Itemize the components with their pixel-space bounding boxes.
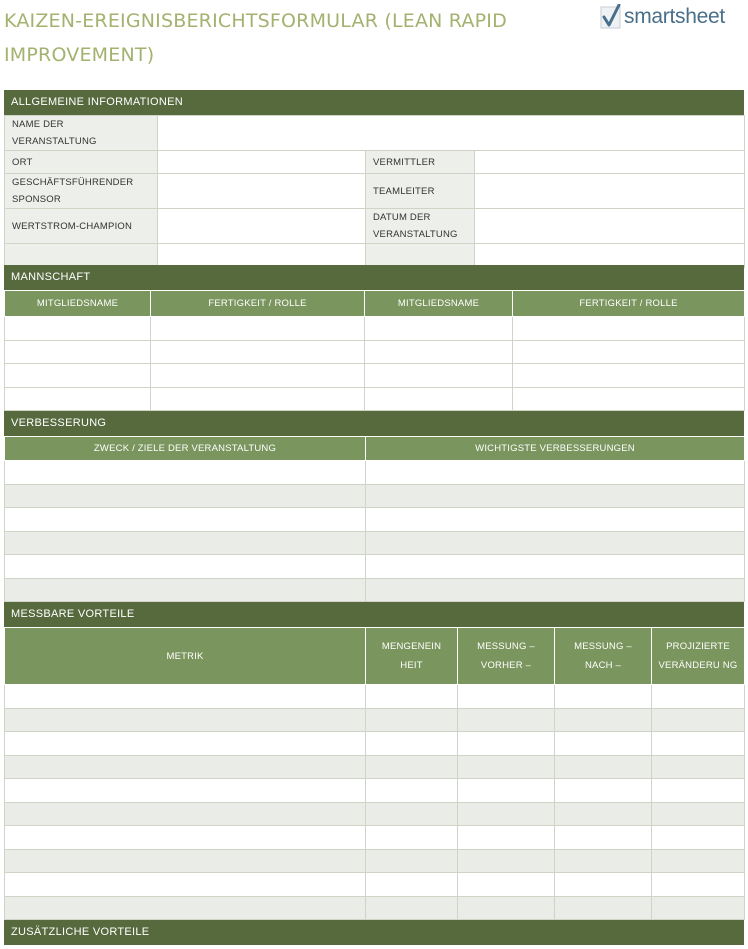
col-after: MESSUNG – NACH – — [555, 628, 652, 685]
benefit-cell[interactable] — [366, 803, 458, 826]
benefit-cell[interactable] — [458, 709, 555, 732]
benefit-cell[interactable] — [458, 732, 555, 756]
team-table — [4, 290, 745, 411]
location-field[interactable] — [158, 151, 366, 174]
improvement-cell[interactable] — [5, 579, 366, 602]
team-cell[interactable] — [513, 341, 745, 364]
benefit-cell[interactable] — [652, 685, 745, 709]
col-skill-role: FERTIGKEIT / ROLLE — [513, 291, 745, 317]
benefit-cell[interactable] — [458, 779, 555, 803]
benefit-cell[interactable] — [5, 850, 366, 873]
label-team-lead: TEAMLEITER — [366, 174, 475, 209]
improvement-cell[interactable] — [366, 461, 745, 485]
section-improvement: VERBESSERUNG — [4, 411, 744, 436]
benefit-cell[interactable] — [366, 873, 458, 897]
improvement-cell[interactable] — [5, 508, 366, 532]
benefit-cell[interactable] — [5, 803, 366, 826]
label-event-name: NAME DER VERANSTALTUNG — [5, 116, 158, 151]
logo-text: smartsheet — [624, 5, 725, 28]
benefit-cell[interactable] — [555, 826, 652, 850]
facilitator-field[interactable] — [475, 151, 745, 174]
label-location: ORT — [5, 151, 158, 174]
benefit-cell[interactable] — [366, 897, 458, 920]
improvement-cell[interactable] — [5, 532, 366, 555]
label-champion: WERTSTROM-CHAMPION — [5, 209, 158, 244]
benefit-cell[interactable] — [366, 756, 458, 779]
team-cell[interactable] — [151, 364, 365, 388]
benefit-cell[interactable] — [5, 873, 366, 897]
extra-field[interactable] — [158, 244, 366, 268]
benefit-cell[interactable] — [458, 803, 555, 826]
benefit-cell[interactable] — [652, 850, 745, 873]
benefit-cell[interactable] — [652, 897, 745, 920]
event-date-field[interactable] — [475, 209, 745, 244]
col-member-name: MITGLIEDSNAME — [365, 291, 513, 317]
team-cell[interactable] — [5, 388, 151, 411]
extra-label-cell[interactable] — [5, 244, 158, 268]
benefit-cell[interactable] — [652, 803, 745, 826]
benefit-cell[interactable] — [555, 685, 652, 709]
col-key-improvements: WICHTIGSTE VERBESSERUNGEN — [366, 437, 745, 461]
team-cell[interactable] — [513, 388, 745, 411]
benefit-cell[interactable] — [652, 709, 745, 732]
benefit-cell[interactable] — [555, 873, 652, 897]
improvement-cell[interactable] — [366, 508, 745, 532]
benefit-cell[interactable] — [555, 897, 652, 920]
label-sponsor: GESCHÄFTSFÜHRENDER SPONSOR — [5, 174, 158, 209]
benefit-cell[interactable] — [458, 897, 555, 920]
benefit-cell[interactable] — [555, 779, 652, 803]
benefit-cell[interactable] — [5, 685, 366, 709]
team-cell[interactable] — [513, 317, 745, 341]
logo — [600, 2, 725, 32]
extra-label-cell[interactable] — [366, 244, 475, 268]
col-before: MESSUNG – VORHER – — [458, 628, 555, 685]
champion-field[interactable] — [158, 209, 366, 244]
team-cell[interactable] — [365, 388, 513, 411]
improvement-table — [4, 436, 745, 602]
improvement-cell[interactable] — [366, 485, 745, 508]
benefit-cell[interactable] — [366, 709, 458, 732]
improvement-cell[interactable] — [366, 555, 745, 579]
benefit-cell[interactable] — [652, 732, 745, 756]
col-metric: METRIK — [5, 628, 366, 685]
extra-field[interactable] — [475, 244, 745, 268]
benefit-cell[interactable] — [458, 685, 555, 709]
benefit-cell[interactable] — [366, 779, 458, 803]
team-cell[interactable] — [5, 341, 151, 364]
improvement-cell[interactable] — [5, 461, 366, 485]
benefit-cell[interactable] — [652, 756, 745, 779]
benefit-cell[interactable] — [652, 779, 745, 803]
col-unit: MENGENEIN HEIT — [366, 628, 458, 685]
benefit-cell[interactable] — [458, 826, 555, 850]
col-skill-role: FERTIGKEIT / ROLLE — [151, 291, 365, 317]
benefit-cell[interactable] — [5, 897, 366, 920]
col-goals: ZWECK / ZIELE DER VERANSTALTUNG — [5, 437, 366, 461]
benefit-cell[interactable] — [555, 709, 652, 732]
improvement-cell[interactable] — [366, 579, 745, 602]
benefits-table — [4, 627, 745, 920]
team-lead-field[interactable] — [475, 174, 745, 209]
benefit-cell[interactable] — [366, 732, 458, 756]
benefit-cell[interactable] — [5, 732, 366, 756]
team-cell[interactable] — [151, 388, 365, 411]
benefit-cell[interactable] — [652, 873, 745, 897]
benefit-cell[interactable] — [366, 826, 458, 850]
benefit-cell[interactable] — [366, 685, 458, 709]
section-team: MANNSCHAFT — [4, 265, 744, 290]
benefit-cell[interactable] — [555, 732, 652, 756]
section-benefits: MESSBARE VORTEILE — [4, 602, 744, 627]
benefit-cell[interactable] — [555, 850, 652, 873]
team-cell[interactable] — [365, 341, 513, 364]
benefit-cell[interactable] — [5, 709, 366, 732]
benefit-cell[interactable] — [458, 873, 555, 897]
benefit-cell[interactable] — [458, 850, 555, 873]
team-cell[interactable] — [151, 341, 365, 364]
team-cell[interactable] — [365, 364, 513, 388]
section-general: ALLGEMEINE INFORMATIONEN — [4, 90, 744, 115]
general-table — [4, 115, 745, 268]
section-additional: ZUSÄTZLICHE VORTEILE — [4, 920, 744, 945]
col-member-name: MITGLIEDSNAME — [5, 291, 151, 317]
benefit-cell[interactable] — [5, 756, 366, 779]
benefit-cell[interactable] — [555, 756, 652, 779]
page-title: KAIZEN-EREIGNISBERICHTSFORMULAR (LEAN RAPID IMPROVEMENT) — [4, 10, 507, 66]
col-change: PROJIZIERTE VERÄNDERU NG — [652, 628, 745, 685]
team-cell[interactable] — [151, 317, 365, 341]
improvement-cell[interactable] — [5, 485, 366, 508]
check-icon — [600, 4, 622, 30]
team-cell[interactable] — [5, 364, 151, 388]
label-event-date: DATUM DER VERANSTALTUNG — [366, 209, 475, 244]
benefit-cell[interactable] — [5, 779, 366, 803]
team-cell[interactable] — [365, 317, 513, 341]
improvement-cell[interactable] — [5, 555, 366, 579]
benefit-cell[interactable] — [652, 826, 745, 850]
benefit-cell[interactable] — [366, 850, 458, 873]
benefit-cell[interactable] — [458, 756, 555, 779]
label-facilitator: VERMITTLER — [366, 151, 475, 174]
team-cell[interactable] — [513, 364, 745, 388]
team-cell[interactable] — [5, 317, 151, 341]
improvement-cell[interactable] — [366, 532, 745, 555]
benefit-cell[interactable] — [5, 826, 366, 850]
sponsor-field[interactable] — [158, 174, 366, 209]
event-name-field[interactable] — [158, 116, 745, 151]
benefit-cell[interactable] — [555, 803, 652, 826]
